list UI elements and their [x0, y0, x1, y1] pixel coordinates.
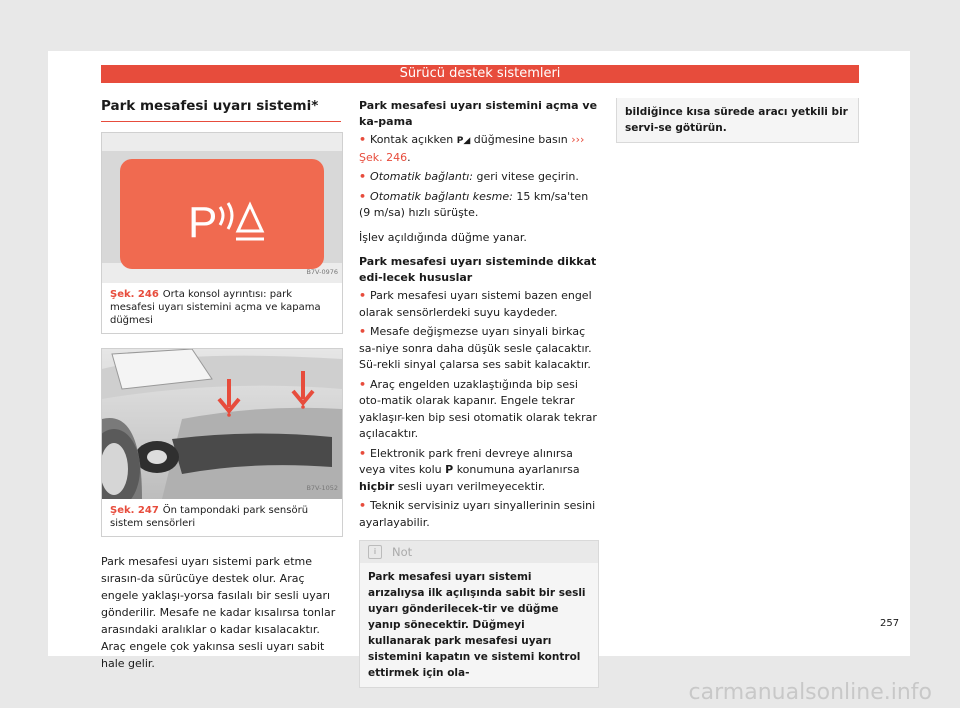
note-header: [360, 541, 598, 563]
bullet-text: Park mesafesi uyarı sistemi bazen engel olarak sensörlerdeki suyu kaydeder.: [359, 289, 592, 319]
bullet-text: Teknik servisiniz uyarı sinyallerinin sesini ayarlayabilir.: [359, 499, 596, 529]
front-bumper-sensors-illustration: [102, 349, 342, 499]
subheading-onoff: Park mesafesi uyarı sistemini açma ve ka-pama: [359, 99, 598, 128]
info-icon: i: [368, 545, 382, 559]
bullet-text: 15 km/sa'ten (9 m/sa) hızlı sürüşte.: [359, 189, 589, 219]
bullet-text: sesli uyarı verilmeyecektir.: [397, 479, 546, 493]
bullet-icon: •: [359, 325, 367, 338]
note-text: Park mesafesi uyarı sistemi arızalıysa ilk açılışında sabit bir sesli uyarı gönderilecek-tir ve düğme yanıp sönecektir. Düğmeyi kullanarak park mesafesi uyarı sistemini kapatın ve sistemi kontrol ettirmek için ola-: [368, 571, 586, 679]
bullet-icon: •: [359, 289, 367, 302]
list-item: [359, 324, 599, 374]
page-number: 257: [880, 618, 900, 629]
front-bumper-image: [102, 349, 342, 499]
intro-paragraph: Park mesafesi uyarı sistemi park etme sırasın-da sürücüye destek olur. Araç engele yaklaşı-yorsa fasılalı bir sesli uyarı gönderilir. Mesafe ne kadar kısalırsa tonlar arasındaki aralıklar o kadar kısalacaktır. Araç engele çok yakınsa sesli uyarı sabit hale gelir.: [101, 554, 336, 670]
figure-caption: [102, 283, 342, 333]
column-middle: [359, 98, 599, 688]
chapter-header: Sürücü destek sistemleri: [101, 65, 859, 83]
section-title: Park mesafesi uyarı sistemi*: [101, 98, 341, 122]
bullet-text: Elektronik park freni devreye alınırsa veya vites kolu: [359, 446, 573, 476]
figure-246: [101, 132, 343, 334]
list-item: [359, 498, 599, 531]
note-box: [359, 540, 599, 688]
figure-code: B7V-1052: [306, 484, 338, 492]
bullet-text: Kontak açıkken: [370, 133, 454, 146]
list-item: [359, 132, 599, 166]
list-item: [359, 377, 599, 443]
bullet-label: Otomatik bağlantı:: [370, 170, 473, 183]
bullet-icon: •: [359, 133, 367, 146]
figure-code: B7V-0976: [306, 268, 338, 276]
bullet-icon: •: [359, 170, 367, 183]
bullet-icon: •: [359, 189, 367, 203]
note-label: Not: [392, 544, 413, 559]
bullet-text: düğmesine basın: [473, 133, 568, 146]
bullet-text: Araç engelden uzaklaştığında bip sesi oto-matik olarak kapanır. Engele tekrar yaklaşır-ken bip sesi otomatik olarak tekrar açılacaktır.: [359, 377, 597, 440]
figure-caption: [102, 499, 342, 536]
svg-text:P: P: [188, 197, 218, 247]
list-item: [359, 169, 599, 186]
column-left: [101, 98, 341, 676]
figure-number: Şek. 247: [110, 504, 159, 516]
figure-reference-link[interactable]: ››› Şek. 246: [359, 133, 585, 164]
gear-p-label: P: [445, 463, 454, 476]
watermark: carmanualsonline.info: [688, 680, 932, 705]
parking-button-icon: P◢: [456, 136, 471, 146]
bullet-label: Otomatik bağlantı kesme:: [370, 189, 513, 203]
list-item: [359, 446, 599, 496]
caption-text: Ön tampondaki park sensörü sistem sensörleri: [110, 504, 309, 529]
figure-number: Şek. 246: [110, 288, 159, 300]
figure-247: [101, 348, 343, 537]
parking-sensor-button-icon: [102, 133, 342, 283]
bullet-text: .: [407, 150, 411, 164]
note-continuation: bildiğince kısa sürede aracı yetkili bir servi-se götürün.: [616, 98, 859, 143]
bullet-text: Mesafe değişmezse uyarı sinyali birkaç sa-niye sonra daha düşük sesle çalacaktır. Sü-rekli sinyal çalarsa ses sabit kalacaktır.: [359, 325, 592, 371]
bullet-text: geri vitese geçirin.: [476, 170, 579, 183]
bullet-text: konumuna ayarlanırsa: [456, 463, 580, 476]
column-right: [616, 98, 859, 143]
caption-text: Orta konsol ayrıntısı: park mesafesi uyarı sistemini açma ve kapama düğmesi: [110, 288, 321, 326]
subheading-precautions: Park mesafesi uyarı sisteminde dikkat edi-lecek hususlar: [359, 255, 597, 284]
bullet-icon: •: [359, 499, 367, 512]
list-item: [359, 189, 599, 222]
bullet-icon: •: [359, 377, 367, 391]
bullet-emphasis: hiçbir: [359, 479, 395, 493]
parking-button-image: [102, 133, 342, 283]
list-item: [359, 288, 599, 321]
bullet-icon: •: [359, 446, 367, 460]
paragraph: İşlev açıldığında düğme yanar.: [359, 230, 527, 244]
